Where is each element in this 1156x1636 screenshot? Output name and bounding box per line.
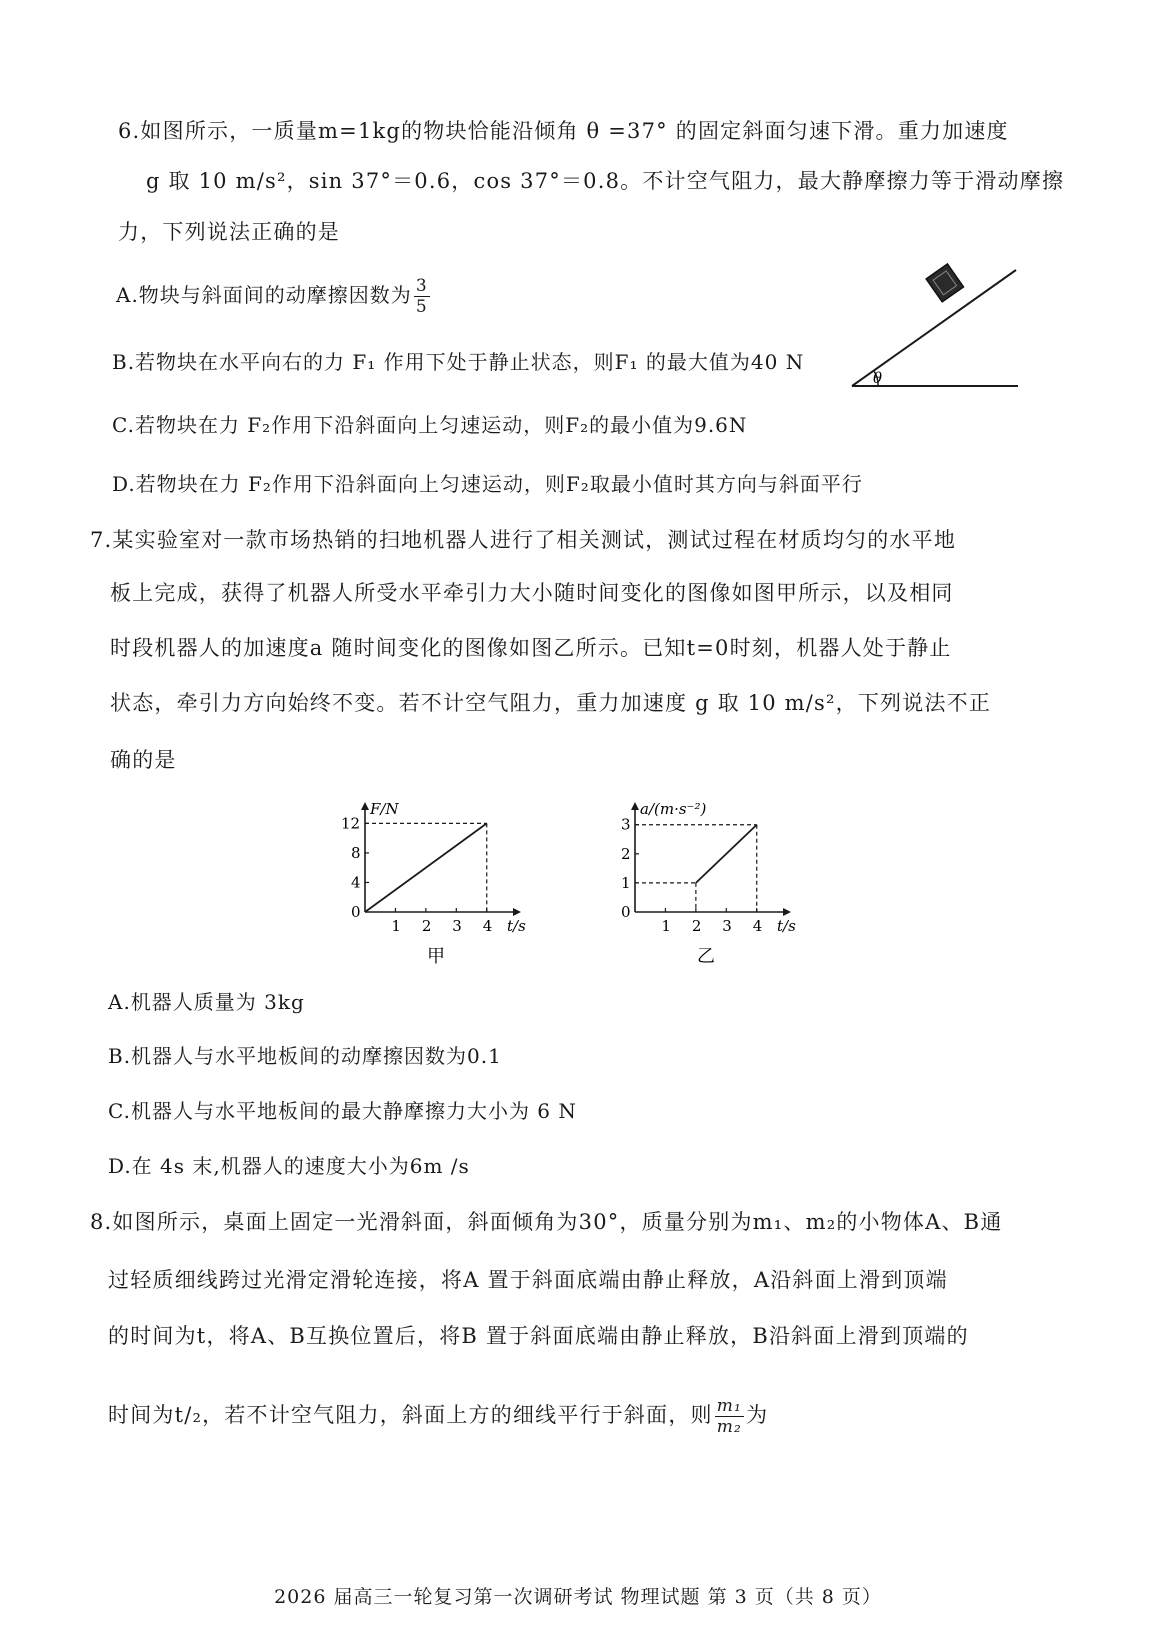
- fraction-numerator: 3: [415, 276, 428, 296]
- q7-line-3: 时段机器人的加速度a 随时间变化的图像如图乙所示。已知t=0时刻，机器人处于静止: [110, 636, 952, 660]
- y-tick-label: 3: [621, 815, 631, 834]
- y-tick-label: 8: [351, 843, 361, 862]
- series-line: [696, 825, 757, 883]
- y-axis-label: a/(m·s⁻²): [640, 800, 707, 818]
- q8-line-2: 过轻质细线跨过光滑定滑轮连接，将A 置于斜面底端由静止释放，A沿斜面上滑到顶端: [108, 1268, 948, 1292]
- x-tick-label: 1: [661, 917, 671, 935]
- q7-line-2: 板上完成，获得了机器人所受水平牵引力大小随时间变化的图像如图甲所示，以及相同: [110, 581, 954, 605]
- y-tick-label: 2: [621, 844, 631, 863]
- q6-option-c: C.若物块在力 F₂作用下沿斜面向上匀速运动，则F₂的最小值为9.6N: [112, 413, 748, 437]
- q6-option-a: [116, 276, 432, 317]
- q7-line-5: 确的是: [110, 748, 177, 772]
- x-axis-arrow: [513, 908, 521, 916]
- x-axis-arrow: [783, 908, 791, 916]
- y-tick-label: 1: [621, 873, 631, 892]
- q6-option-a-text: A.物块与斜面间的动摩擦因数为: [116, 283, 412, 307]
- page-footer: 2026 届高三一轮复习第一次调研考试 物理试题 第 3 页（共 8 页）: [274, 1586, 882, 1608]
- chart-force-time: [330, 800, 530, 970]
- x-tick-label: 4: [752, 917, 763, 935]
- q7-line-1: 7.某实验室对一款市场热销的扫地机器人进行了相关测试，测试过程在材质均匀的水平地: [90, 528, 957, 552]
- q8-line-3: 的时间为t，将A、B互换位置后，将B 置于斜面底端由静止释放，B沿斜面上滑到顶端的: [108, 1324, 969, 1348]
- y-tick-label: 4: [351, 873, 361, 892]
- y-axis-arrow: [631, 802, 639, 810]
- q8-line-1: 8.如图所示，桌面上固定一光滑斜面，斜面倾角为30°，质量分别为m₁、m₂的小物体A、B通: [90, 1210, 1003, 1234]
- y-tick-label: 12: [341, 814, 361, 833]
- block-on-incline: [926, 264, 963, 302]
- x-tick-label: 2: [691, 917, 702, 935]
- fraction-denominator: m₂: [716, 1417, 743, 1437]
- mass-ratio-fraction: [715, 1396, 744, 1437]
- q7-option-a: A.机器人质量为 3kg: [108, 990, 305, 1014]
- x-axis-label: t/s: [777, 917, 796, 935]
- q7-option-c: C.机器人与水平地板间的最大静摩擦力大小为 6 N: [108, 1099, 577, 1123]
- y-axis-arrow: [361, 802, 369, 810]
- series-line: [365, 823, 487, 912]
- x-tick-label: 4: [482, 917, 493, 935]
- q6-line-1: 6.如图所示，一质量m=1kg的物块恰能沿倾角 θ =37° 的固定斜面匀速下滑。重力加速度: [118, 119, 1009, 143]
- q6-option-a-fraction: [414, 276, 430, 317]
- q7-option-d: D.在 4s 末,机器人的速度大小为6m /s: [108, 1154, 470, 1178]
- x-axis-label: t/s: [507, 917, 526, 935]
- chart-acceleration-time: [600, 800, 800, 970]
- x-tick-label: 1: [391, 917, 401, 935]
- q6-option-b: B.若物块在水平向右的力 F₁ 作用下处于静止状态，则F₁ 的最大值为40 N: [112, 350, 805, 374]
- q8-line-4: [108, 1396, 768, 1437]
- q6-line-2: g 取 10 m/s²，sin 37°＝0.6，cos 37°＝0.8。不计空气阻力，最大静摩擦力等于滑动摩擦: [146, 169, 1065, 193]
- q6-line-3: 力，下列说法正确的是: [118, 220, 340, 244]
- incline-figure: [840, 250, 1030, 400]
- fraction-numerator: m₁: [716, 1396, 743, 1416]
- q8-line-4-suffix: 为: [746, 1403, 769, 1427]
- x-tick-label: 2: [421, 917, 432, 935]
- y-tick-label: 0: [621, 903, 631, 921]
- q7-option-b: B.机器人与水平地板间的动摩擦因数为0.1: [108, 1044, 502, 1068]
- q7-line-4: 状态，牵引力方向始终不变。若不计空气阻力，重力加速度 g 取 10 m/s²，下列说法不正: [110, 691, 992, 715]
- y-axis-label: F/N: [370, 800, 399, 818]
- incline-angle-label: θ: [873, 369, 883, 387]
- y-tick-label: 0: [351, 903, 361, 921]
- x-tick-label: 3: [452, 917, 462, 935]
- q6-option-d: D.若物块在力 F₂作用下沿斜面向上匀速运动，则F₂取最小值时其方向与斜面平行: [112, 472, 863, 496]
- fraction-denominator: 5: [415, 297, 428, 317]
- q8-line-4-text: 时间为t/₂，若不计空气阻力，斜面上方的细线平行于斜面，则: [108, 1403, 713, 1427]
- x-tick-label: 3: [722, 917, 732, 935]
- chart-caption: 乙: [697, 946, 715, 967]
- chart-caption: 甲: [427, 946, 445, 967]
